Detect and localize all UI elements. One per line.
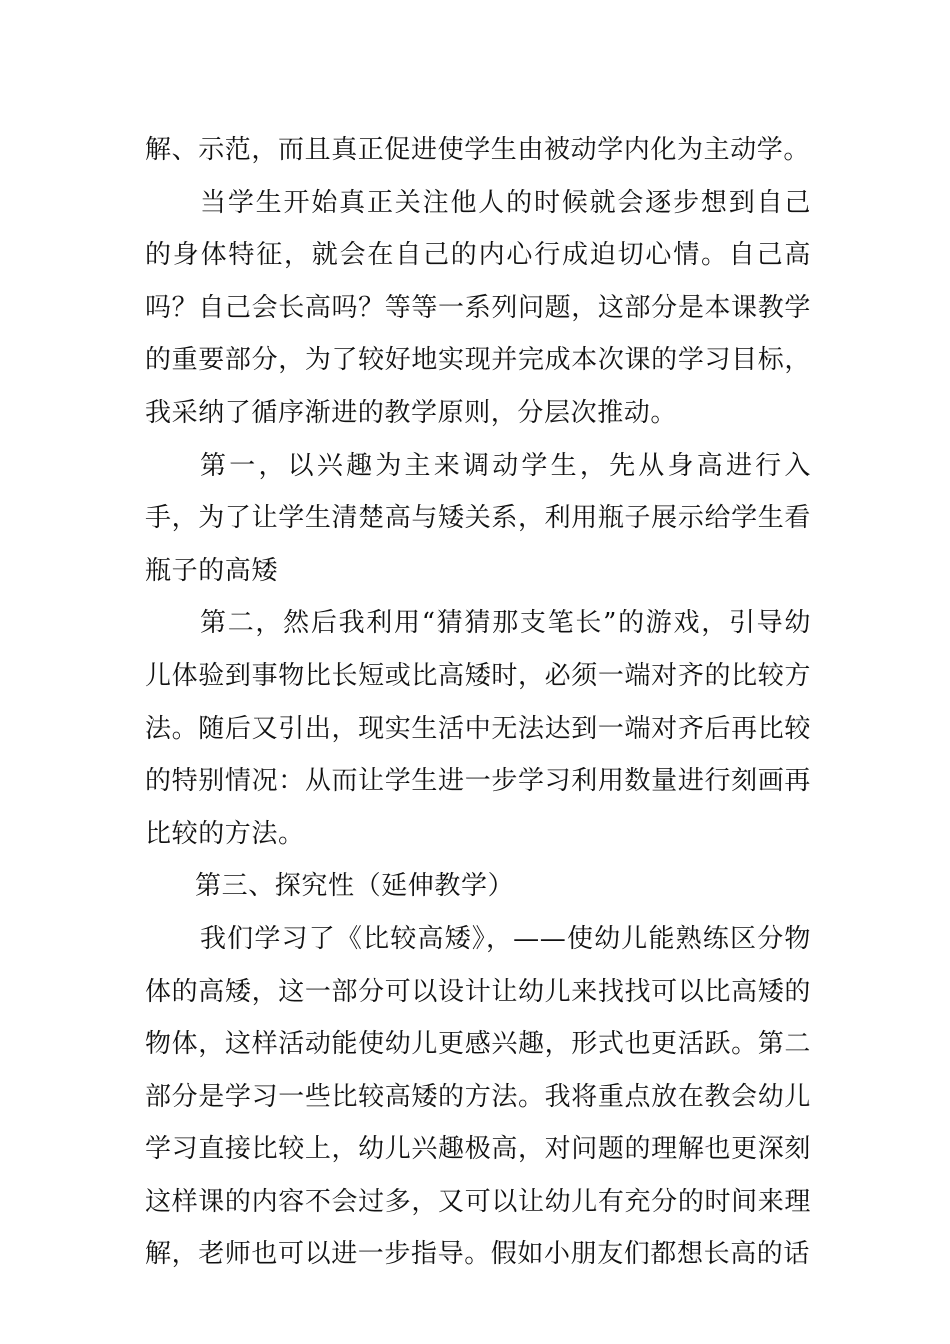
paragraph-step-one: 第一，以兴趣为主来调动学生，先从身高进行入手，为了让学生清楚高与矮关系，利用瓶子展示给学生看瓶子的高矮: [145, 450, 811, 586]
paragraph-continuation: 解、示范，而且真正促进使学生由被动学内化为主动学。: [145, 135, 811, 165]
paragraph-step-two: 第二，然后我利用“猜猜那支笔长”的游戏，引导幼儿体验到事物比长短或比高矮时，必须一端对齐的比较方法。随后又引出，现实生活中无法达到一端对齐后再比较的特别情况：从而让学生进一步学习利用数量进行刻画再比较的方法。: [145, 608, 811, 849]
paragraph-step-three-heading: 第三、探究性（延伸教学）: [195, 871, 515, 902]
paragraph-extension-teaching: 我们学习了《比较高矮》，——使幼儿能熟练区分物体的高矮，这一部分可以设计让幼儿来找找可以比高矮的物体，这样活动能使幼儿更感兴趣，形式也更活跃。第二部分是学习一些比较高矮的方法。我将重点放在教会幼儿学习直接比较上，幼儿兴趣极高，对问题的理解也更深刻这样课的内容不会过多，又可以让幼儿有充分的时间来理解，老师也可以进一步指导。假如小朋友们都想长高的话: [145, 923, 811, 1270]
paragraph-body-characteristics: 当学生开始真正关注他人的时候就会逐步想到自己的身体特征，就会在自己的内心行成迫切心情。自己高吗？自己会长高吗？等等一系列问题，这部分是本课教学的重要部分，为了较好地实现并完成本次课的学习目标，我采纳了循序渐进的教学原则，分层次推动。: [145, 187, 811, 428]
document-page: [145, 124, 811, 1281]
